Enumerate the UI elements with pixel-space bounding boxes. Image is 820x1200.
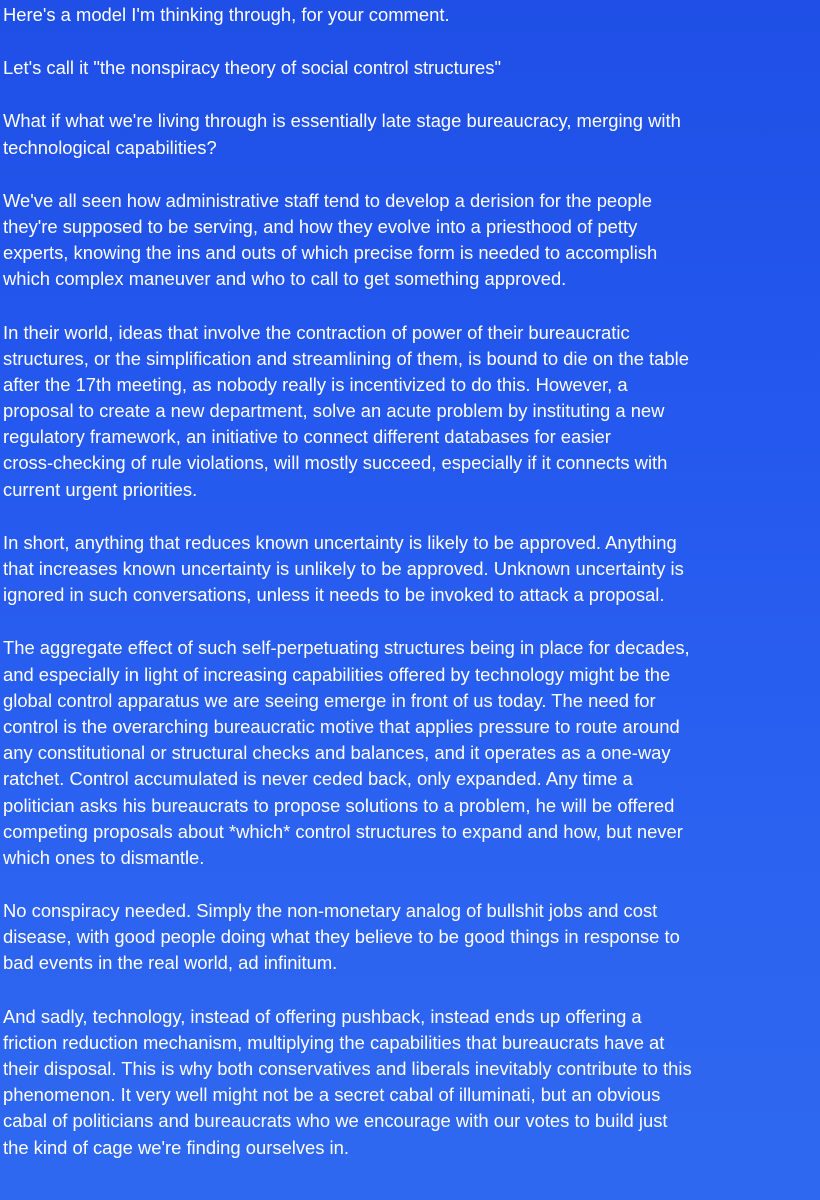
text-line: And sadly, technology, instead of offering pushback, instead ends up offering a (3, 1005, 642, 1027)
text-line: competing proposals about *which* control structures to expand and how, but never (3, 820, 683, 842)
text-line: ratchet. Control accumulated is never ceded back, only expanded. Any time a (3, 768, 633, 790)
text-line: proposal to create a new department, solve an acute problem by instituting a new (3, 400, 665, 422)
text-line: Here's a model I'm thinking through, for your comment. (3, 4, 450, 25)
paragraph-aggregate-effect (3, 635, 820, 871)
text-line: The aggregate effect of such self-perpetuating structures being in place for decades, (3, 637, 690, 659)
text-line: current urgent priorities. (3, 478, 198, 500)
paragraph-administrative-staff (3, 188, 820, 293)
text-line: their disposal. This is why both conservatives and liberals inevitably contribute to this (3, 1058, 692, 1079)
paragraph-intro (3, 2, 820, 28)
text-line: regulatory framework, an initiative to connect different databases for easier (3, 426, 611, 448)
paragraph-question (3, 108, 820, 160)
paragraph-their-world (3, 320, 820, 503)
text-line: experts, knowing the ins and outs of which precise form is needed to accomplish (3, 242, 658, 264)
text-line: In their world, ideas that involve the contraction of power of their bureaucratic (3, 321, 630, 343)
text-line: technological capabilities? (3, 136, 217, 158)
text-line: which ones to dismantle. (3, 846, 205, 868)
text-line: global control apparatus we are seeing emerge in front of us today. The need for (3, 689, 656, 711)
text-line: after the 17th meeting, as nobody really is incentivized to do this. However, a (3, 373, 628, 395)
text-line: In short, anything that reduces known uncertainty is likely to be approved. Anything (3, 531, 677, 553)
text-line: politician asks his bureaucrats to propose solutions to a problem, he will be offered (3, 794, 675, 816)
text-line: Let's call it "the nonspiracy theory of social control structures" (3, 57, 502, 79)
paragraph-theory-name (3, 55, 820, 81)
text-line: bad events in the real world, ad infinitum. (3, 952, 338, 974)
paragraph-technology (3, 1004, 820, 1161)
text-line: friction reduction mechanism, multiplying the capabilities that bureaucrats have at (3, 1031, 665, 1053)
text-line: they're supposed to be serving, and how they evolve into a priesthood of petty (3, 215, 638, 237)
text-line: the kind of cage we're finding ourselves in. (3, 1136, 349, 1158)
text-line: control is the overarching bureaucratic motive that applies pressure to route around (3, 715, 680, 737)
text-line: phenomenon. It very well might not be a secret cabal of illuminati, but an obvious (3, 1084, 661, 1106)
text-line: ignored in such conversations, unless it needs to be invoked to attack a proposal. (3, 584, 665, 606)
text-line: any constitutional or structural checks and balances, and it operates as a one-way (3, 742, 671, 764)
text-line: What if what we're living through is essentially late stage bureaucracy, merging with (3, 110, 681, 132)
paragraph-no-conspiracy (3, 898, 820, 977)
text-line: cabal of politicians and bureaucrats who we encourage with our votes to build just (3, 1110, 668, 1132)
text-line: cross-checking of rule violations, will mostly succeed, especially if it connects with (3, 452, 668, 474)
text-line: that increases known uncertainty is unlikely to be approved. Unknown uncertainty is (3, 558, 684, 579)
paragraph-uncertainty (3, 530, 820, 609)
text-line: and especially in light of increasing capabilities offered by technology might be the (3, 663, 671, 685)
text-line: We've all seen how administrative staff tend to develop a derision for the people (3, 189, 652, 211)
text-line: which complex maneuver and who to call to get something approved. (3, 268, 567, 290)
text-line: structures, or the simplification and streamlining of them, is bound to die on the table (3, 347, 689, 369)
text-line: disease, with good people doing what they believe to be good things in response to (3, 926, 680, 948)
text-line: No conspiracy needed. Simply the non-monetary analog of bullshit jobs and cost (3, 900, 658, 922)
